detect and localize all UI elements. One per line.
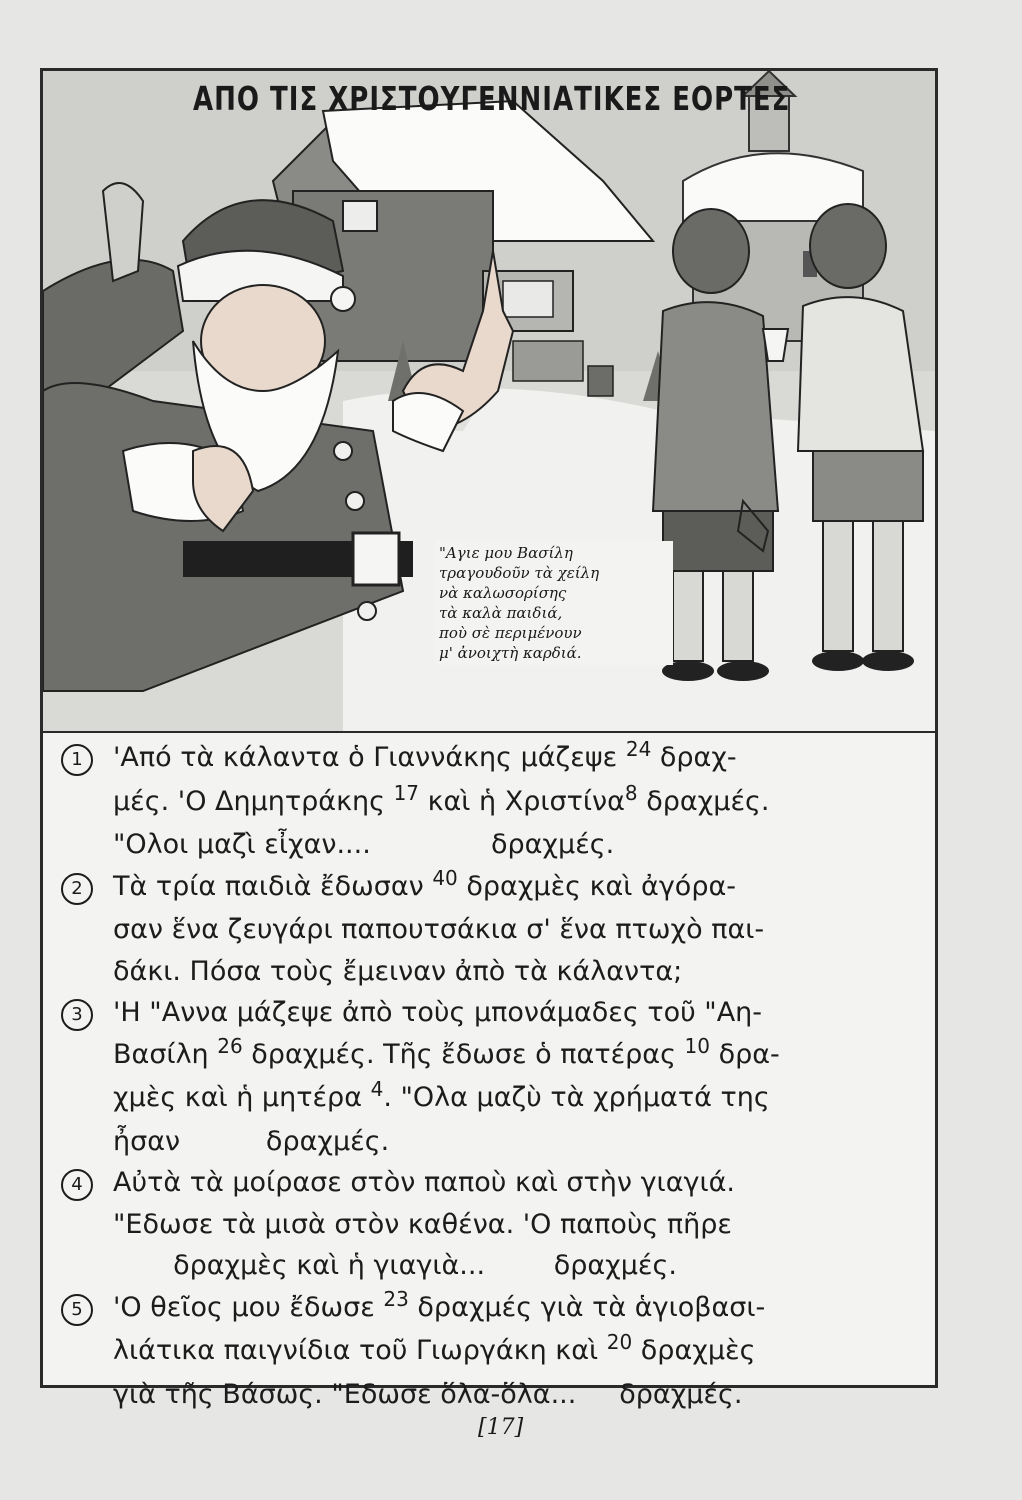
amount-number: 4 [370,1077,384,1101]
exercise-line [113,1077,929,1121]
amount-number: 23 [383,1286,409,1311]
exercise-text: δραχμὲς καὶ ἡ γιαγιὰ... δραχμές. [113,1250,677,1281]
christmas-illustration [43,71,935,733]
exercise-line [113,992,929,1034]
exercise-text: 'Η "Αννα μάζεψε ἀπὸ τοὺς μπονάμαδες τοῦ "Αη- [113,997,763,1028]
amount-number: 20 [606,1330,633,1354]
exercise-text: χμὲς καὶ ἡ μητέρα [113,1082,371,1113]
exercise-number-badge: 1 [61,744,93,776]
exercise-item [61,1287,929,1416]
amount-number: 24 [625,737,652,761]
exercise-text: δραχμές γιὰ τὰ ἁγιοβασι- [408,1291,766,1323]
amount-number: 10 [684,1033,710,1058]
exercise-text: μές. 'Ο Δημητράκης [113,785,394,817]
exercise-text: ἦσαν δραχμές. [113,1125,390,1157]
exercise-text: δραχμὲς καὶ ἀγόρα- [457,870,737,902]
exercise-item [61,737,929,866]
exercise-text: δραχμές. [637,785,770,817]
exercise-line [113,737,929,781]
exercise-number-badge: 4 [61,1169,93,1201]
page-frame [40,68,938,1410]
exercise-line [113,1121,929,1163]
exercise-text: "Ολοι μαζὶ εἶχαν.... δραχμές. [113,829,615,860]
exercise-line [113,909,929,951]
poem-line: τὰ καλὰ παιδιά, [439,604,563,622]
exercise-text: λιάτικα παιγνίδια τοῦ Γιωργάκη καὶ [113,1335,607,1366]
banner-title: ΑΠΟ ΤΙΣ ΧΡΙΣΤΟΥΓΕΝΝΙΑΤΙΚΕΣ ΕΟΡΤΕΣ [193,81,791,119]
exercise-text: καὶ ἡ Χριστίνα [419,785,625,817]
amount-number: 8 [624,780,638,805]
exercise-list [61,737,929,1415]
amount-number: 26 [217,1033,243,1058]
exercise-text: δάκι. Πόσα τοὺς ἔμειναν ἀπὸ τὰ κάλαντα; [113,955,683,987]
exercise-text: 'Από τὰ κάλαντα ὁ Γιαννάκης μάζεψε [113,742,626,773]
exercise-text: Τὰ τρία παιδιὰ ἔδωσαν [113,870,433,902]
exercise-text: . "Ολα μαζὺ τὰ χρήματά της [383,1082,770,1113]
exercise-text: δραχμές. Τῆς ἔδωσε ὁ πατέρας [242,1038,685,1070]
exercise-text: Αὐτὰ τὰ μοίρασε στὸν παποὺ καὶ στὴν γιαγιά. [113,1167,735,1198]
exercise-text: "Εδωσε τὰ μισὰ στὸν καθένα. 'Ο παποὺς πῆρε [113,1208,732,1240]
poem-caption [435,541,673,665]
exercise-item [61,992,929,1162]
exercise-line [113,1162,929,1204]
exercise-number-badge: 3 [61,999,93,1031]
exercise-line [113,824,929,866]
exercise-text: δραχ- [651,742,737,773]
poem-line: "Αγιε μου Βασίλη [439,544,573,562]
exercise-line [113,1245,929,1287]
exercise-line [113,1287,929,1331]
exercise-line [113,1204,929,1246]
exercise-item [61,1162,929,1287]
exercise-line [113,951,929,993]
exercise-line [113,781,929,825]
exercise-number-badge: 2 [61,873,93,905]
page-number: [17] [478,1415,524,1440]
exercise-text: 'Ο θεῖος μου ἔδωσε [113,1291,384,1323]
poem-line: νὰ καλωσορίσης [439,584,567,602]
exercise-text: δραχμὲς [632,1335,756,1366]
exercise-line [113,866,929,910]
amount-number: 40 [432,865,458,890]
exercise-line [113,1330,929,1374]
exercise-text: σαν ἕνα ζευγάρι παπουτσάκια σ' ἕνα πτωχὸ παι- [113,914,765,945]
exercise-text: Βασίλη [113,1038,218,1070]
exercise-number-badge: 5 [61,1294,93,1326]
poem-line: τραγουδοῦν τὰ χείλη [439,564,600,582]
exercise-line [113,1374,929,1416]
poem-line: ποὺ σὲ περιμένουν [439,624,582,642]
exercise-item [61,866,929,993]
amount-number: 17 [393,780,420,805]
exercise-line [113,1034,929,1078]
poem-line: μ' ἀνοιχτὴ καρδιά. [439,644,582,662]
exercise-text: δρα- [710,1038,780,1070]
exercise-text: γιὰ τῆς Βάσως. "Εδωσε ὅλα-ὅλα... δραχμές. [113,1378,743,1410]
